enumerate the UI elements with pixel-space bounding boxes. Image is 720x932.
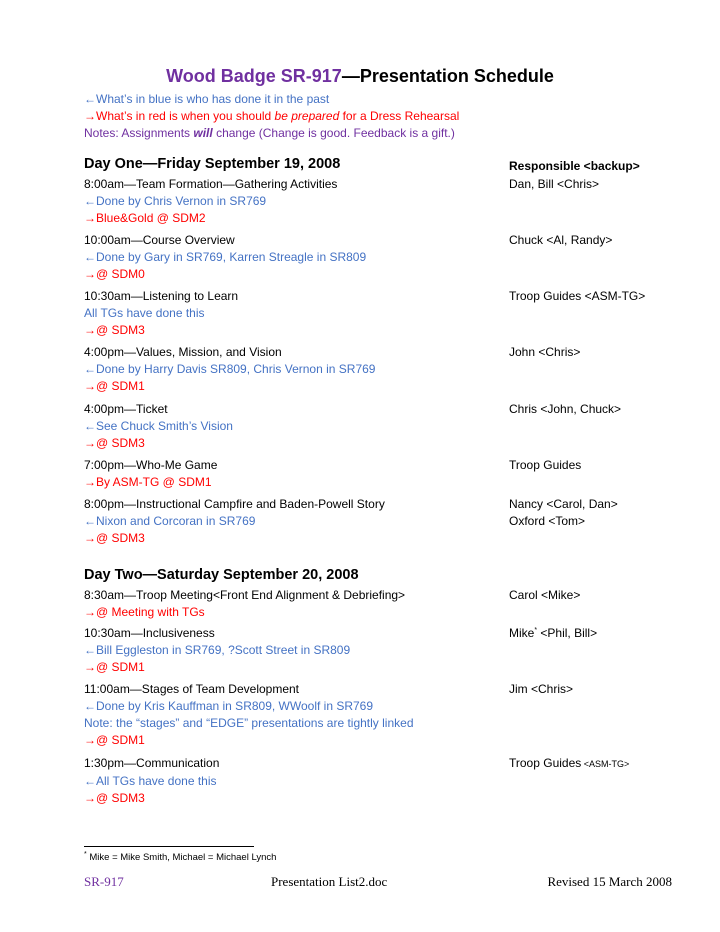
entry-history: ←Bill Eggleston in SR769, ?Scott Street in SR809 bbox=[84, 643, 351, 657]
legend-red: →What’s in red is when you should be prepared for a Dress Rehearsal bbox=[84, 109, 460, 123]
entry-history: All TGs have done this bbox=[84, 306, 205, 320]
entry-time: 10:30am—Inclusiveness bbox=[84, 626, 215, 640]
entry-history: ←Nixon and Corcoran in SR769 bbox=[84, 514, 256, 528]
entry-time: 8:00am—Team Formation—Gathering Activities bbox=[84, 177, 338, 191]
schedule-entry bbox=[84, 457, 684, 491]
footnote-marker: * bbox=[534, 627, 538, 634]
entry-history: ←Done by Gary in SR769, Karren Streagle in SR809 bbox=[84, 250, 367, 264]
footer-filename: Presentation List2.doc bbox=[271, 874, 388, 889]
schedule-entry bbox=[84, 232, 684, 283]
entry-history: ←All TGs have done this bbox=[84, 774, 217, 788]
entry-rehearsal: →@ SDM3 bbox=[84, 791, 145, 805]
entry-time: 10:00am—Course Overview bbox=[84, 233, 235, 247]
entry-responsible: Nancy <Carol, Dan> bbox=[509, 497, 618, 511]
entry-responsible: Jim <Chris> bbox=[509, 682, 574, 696]
footnote-divider bbox=[84, 846, 254, 847]
entry-responsible: Troop Guides bbox=[509, 458, 582, 472]
entry-rehearsal: →@ SDM1 bbox=[84, 379, 145, 393]
entry-rehearsal: →@ SDM0 bbox=[84, 267, 145, 281]
entry-time: 10:30am—Listening to Learn bbox=[84, 289, 239, 303]
schedule-entry bbox=[84, 681, 684, 749]
entry-responsible: Chuck <Al, Randy> bbox=[509, 233, 613, 247]
entry-responsible: Troop Guides <ASM-TG> bbox=[509, 289, 646, 303]
schedule-entry bbox=[84, 288, 684, 339]
title-course: Wood Badge SR-917 bbox=[166, 66, 342, 86]
entry-time: 8:00pm—Instructional Campfire and Baden-Powell Story bbox=[84, 497, 385, 511]
responsible-heading: Responsible <backup> bbox=[509, 159, 640, 173]
entry-time: 4:00pm—Ticket bbox=[84, 402, 168, 416]
schedule-entry bbox=[84, 176, 684, 227]
entry-history: ←See Chuck Smith’s Vision bbox=[84, 419, 233, 433]
entry-responsible: Troop Guides <ASM-TG> bbox=[509, 756, 630, 770]
entry-rehearsal: →@ SDM1 bbox=[84, 733, 145, 747]
entry-history: ←Done by Harry Davis SR809, Chris Vernon in SR769 bbox=[84, 362, 376, 376]
entry-time: 11:00am—Stages of Team Development bbox=[84, 682, 300, 696]
day-one-heading: Day One—Friday September 19, 2008 bbox=[84, 156, 341, 172]
entry-rehearsal: →@ SDM3 bbox=[84, 531, 145, 545]
entry-rehearsal: →Blue&Gold @ SDM2 bbox=[84, 211, 206, 225]
entry-responsible: John <Chris> bbox=[509, 345, 581, 359]
entry-rehearsal: →@ Meeting with TGs bbox=[84, 605, 205, 619]
entry-time: 1:30pm—Communication bbox=[84, 756, 220, 770]
footer-revision: Revised 15 March 2008 bbox=[547, 874, 672, 889]
schedule-entry bbox=[84, 496, 684, 547]
schedule-entry bbox=[84, 755, 684, 807]
entry-rehearsal: →By ASM-TG @ SDM1 bbox=[84, 475, 212, 489]
title-rest: —Presentation Schedule bbox=[341, 66, 554, 86]
entry-responsible: Chris <John, Chuck> bbox=[509, 402, 622, 416]
page-title bbox=[0, 66, 720, 87]
entry-responsible: Carol <Mike> bbox=[509, 588, 581, 602]
entry-history: ←Done by Kris Kauffman in SR809, WWoolf in SR769 bbox=[84, 699, 374, 713]
entry-rehearsal: →@ SDM1 bbox=[84, 660, 145, 674]
entry-time: 7:00pm—Who-Me Game bbox=[84, 458, 218, 472]
entry-history: ←Done by Chris Vernon in SR769 bbox=[84, 194, 267, 208]
footnote-marker: * bbox=[84, 850, 87, 858]
entry-time: 8:30am—Troop Meeting<Front End Alignment & Debriefing> bbox=[84, 588, 406, 602]
legend-notes bbox=[84, 91, 459, 142]
legend-blue: ←What’s in blue is who has done it in the past bbox=[84, 92, 330, 106]
entry-responsible: Mike* <Phil, Bill> bbox=[509, 626, 598, 640]
day-two-heading: Day Two—Saturday September 20, 2008 bbox=[84, 567, 359, 583]
schedule-entry bbox=[84, 587, 684, 621]
entry-time: 4:00pm—Values, Mission, and Vision bbox=[84, 345, 282, 359]
entry-note: Note: the “stages” and “EDGE” presentations are tightly linked bbox=[84, 716, 414, 730]
entry-responsible-secondary: Oxford <Tom> bbox=[509, 514, 586, 528]
legend-assignments: Notes: Assignments will change (Change is good. Feedback is a gift.) bbox=[84, 126, 455, 140]
schedule-entry bbox=[84, 344, 684, 395]
entry-responsible: Dan, Bill <Chris> bbox=[509, 177, 600, 191]
footnote: * Mike = Mike Smith, Michael = Michael Lynch bbox=[84, 850, 277, 863]
footer-course: SR-917 bbox=[84, 874, 124, 889]
entry-rehearsal: →@ SDM3 bbox=[84, 323, 145, 337]
entry-rehearsal: →@ SDM3 bbox=[84, 436, 145, 450]
schedule-entry bbox=[84, 401, 684, 452]
schedule-entry bbox=[84, 625, 684, 676]
